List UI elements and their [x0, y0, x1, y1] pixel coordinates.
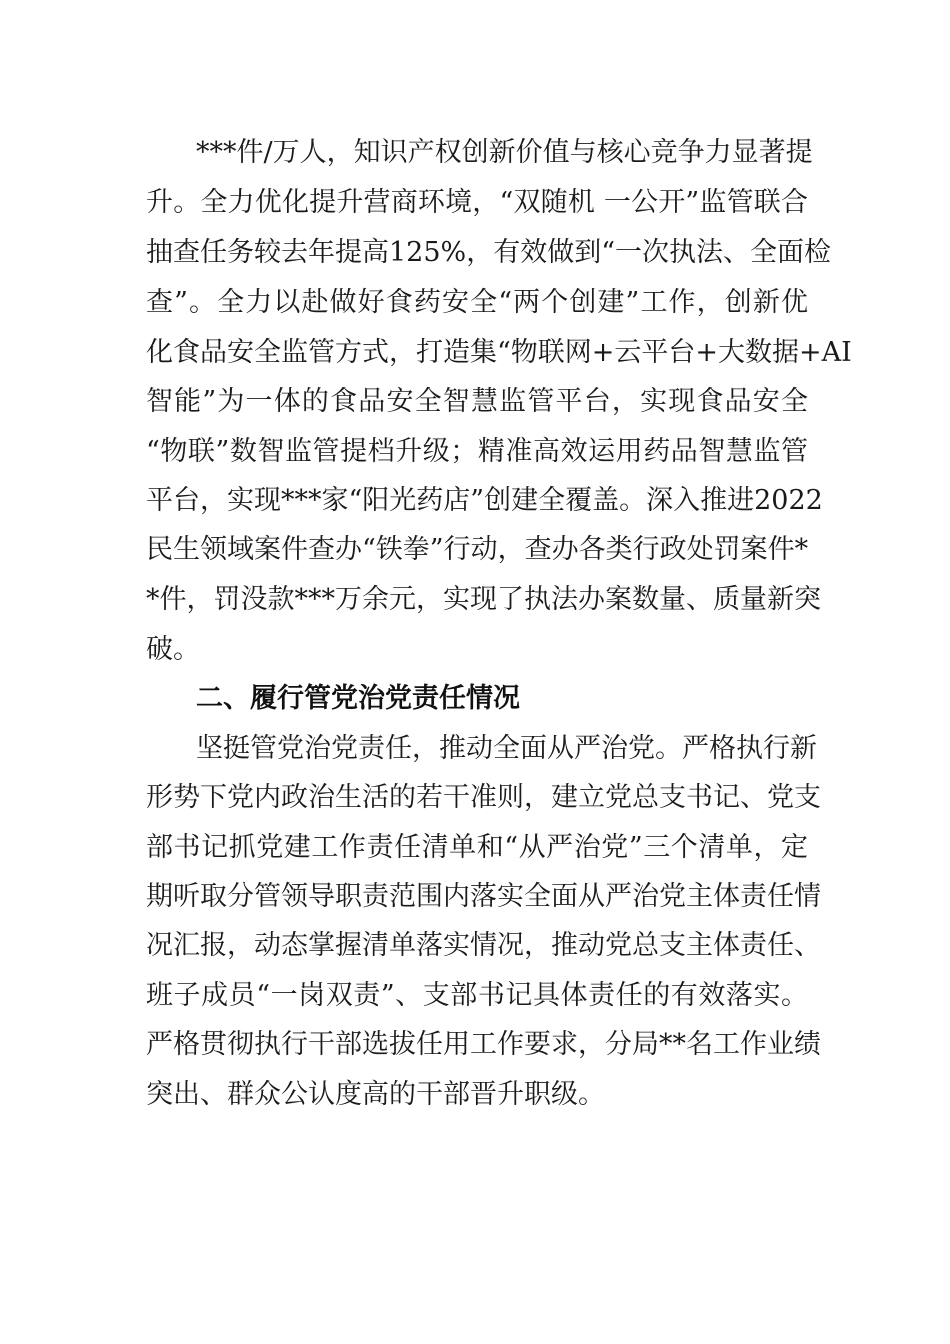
- paragraph-2-line-6: 班子成员“一岗双责”、支部书记具体责任的有效落实。: [146, 980, 808, 1011]
- paragraph-2-line-7: 严格贯彻执行干部选拔任用工作要求，分局**名工作业绩: [146, 1029, 821, 1060]
- paragraph-1-line-2: 升。全力优化提升营商环境，“双随机 一公开”监管联合: [146, 187, 808, 218]
- paragraph-1-line-1: ***件/万人，知识产权创新价值与核心竞争力显著提: [196, 137, 813, 168]
- paragraph-2-line-8: 突出、群众公认度高的干部晋升职级。: [146, 1079, 605, 1110]
- paragraph-1-line-10: *件，罚没款***万余元，实现了执法办案数量、质量新突: [146, 584, 821, 615]
- paragraph-1-line-5: 化食品安全监管方式，打造集“物联网+云平台+大数据+AI: [146, 337, 852, 368]
- paragraph-1-line-4: 查”。全力以赴做好食药安全“两个创建”工作，创新优: [146, 287, 808, 318]
- section-2-heading: 二、履行管党治党责任情况: [196, 683, 520, 714]
- paragraph-1-line-8: 平台，实现***家“阳光药店”创建全覆盖。深入推进2022: [146, 485, 823, 516]
- paragraph-1-line-3: 抽查任务较去年提高125%，有效做到“一次执法、全面检: [146, 237, 831, 268]
- paragraph-1-line-11: 破。: [146, 634, 200, 665]
- paragraph-2-line-3: 部书记抓党建工作责任清单和“从严治党”三个清单，定: [146, 832, 808, 863]
- paragraph-2-line-4: 期听取分管领导职责范围内落实全面从严治党主体责任情: [146, 881, 821, 912]
- paragraph-2-line-5: 况汇报，动态掌握清单落实情况，推动党总支主体责任、: [146, 930, 821, 961]
- paragraph-1-line-6: 智能”为一体的食品安全智慧监管平台，实现食品安全: [146, 386, 808, 417]
- paragraph-2-line-2: 形势下党内政治生活的若干准则，建立党总支书记、党支: [146, 782, 821, 813]
- paragraph-1-line-7: “物联”数智监管提档升级；精准高效运用药品智慧监管: [146, 436, 808, 467]
- paragraph-2-line-1: 坚挺管党治党责任，推动全面从严治党。严格执行新: [196, 733, 817, 764]
- paragraph-1-line-9: 民生领域案件查办“铁拳”行动，查办各类行政处罚案件*: [146, 534, 809, 565]
